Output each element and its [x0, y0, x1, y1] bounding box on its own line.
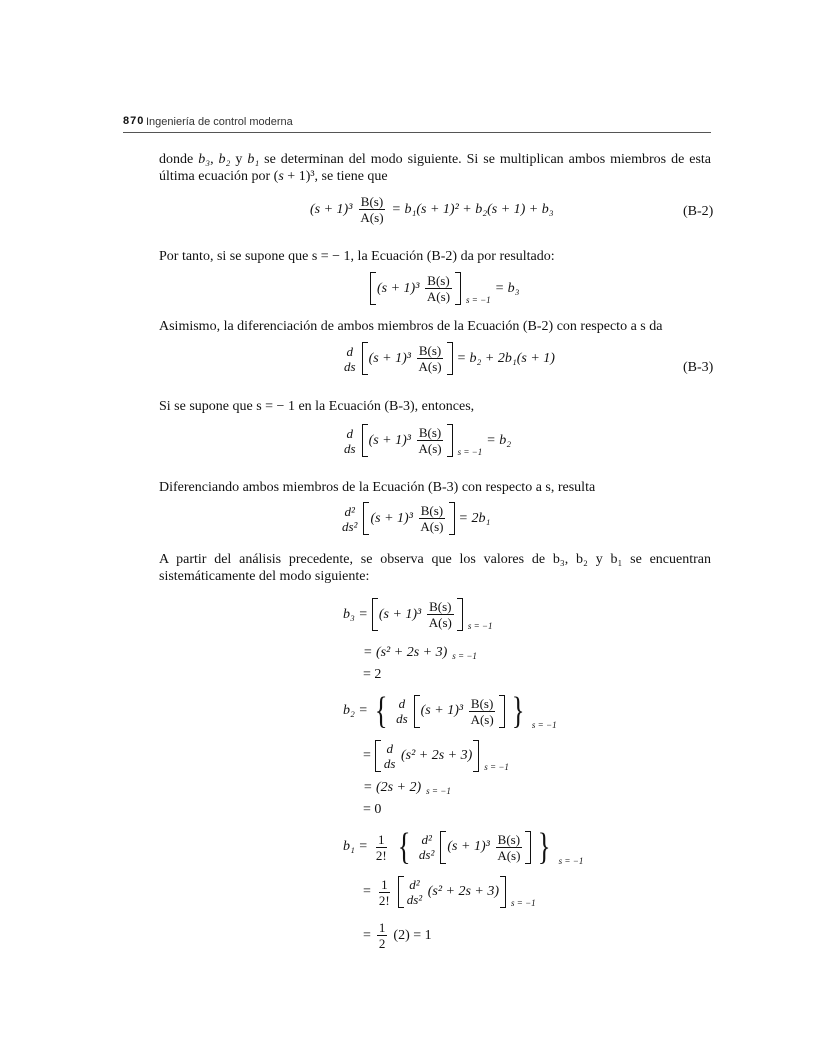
var: b₃	[198, 152, 211, 167]
b1-line-3	[363, 920, 432, 951]
fraction	[374, 832, 389, 863]
den: ds²	[406, 892, 423, 907]
expr: (s + 1)³	[368, 350, 411, 366]
var: b₁	[247, 152, 260, 167]
expr: = (2s + 2)	[363, 780, 422, 795]
den: A(s)	[497, 847, 521, 863]
fraction	[425, 273, 452, 304]
den: A(s)	[420, 519, 444, 534]
num: B(s)	[360, 194, 384, 209]
num: d²	[344, 503, 355, 519]
num: d²	[409, 877, 420, 892]
eval-subscript: s = −1	[426, 786, 451, 796]
expr: (s + 1)³	[377, 280, 420, 296]
text: se determinan del modo siguiente. Si se multiplican ambos miembros de esta última ecuación por (	[159, 152, 712, 184]
equation-label: (B-2)	[683, 204, 714, 219]
derivative	[344, 426, 356, 456]
fraction	[416, 425, 443, 456]
expr: (s + 1)³	[447, 839, 490, 854]
expr: = b₁(s + 1)² + b₂(s + 1) + b₃	[391, 201, 554, 217]
expr: b₃ =	[343, 606, 368, 622]
den: ds²	[342, 518, 358, 534]
equation-2	[370, 272, 520, 305]
eval-subscript: s = −1	[511, 898, 536, 908]
b2-line-2	[363, 740, 509, 772]
expr: = b₂	[486, 432, 512, 448]
expr: (s + 1)³	[368, 432, 411, 448]
expr: b₂ =	[343, 703, 368, 718]
second-derivative	[419, 832, 434, 862]
left-brace: {	[374, 690, 388, 732]
b1-line-1	[343, 828, 583, 866]
bracket	[398, 876, 506, 908]
expr: = 2b₁	[458, 510, 491, 526]
expr: (s² + 2s + 3)	[427, 884, 500, 899]
num: d	[346, 343, 354, 359]
eval-subscript: s = −1	[466, 295, 491, 305]
expr: (s + 1)³	[378, 606, 422, 622]
expr: (s + 1)³	[370, 510, 413, 526]
text: y	[230, 152, 248, 167]
den: ds	[344, 440, 356, 456]
bracket	[375, 740, 479, 772]
fraction	[427, 599, 454, 630]
expr: b₁ =	[343, 839, 368, 854]
b1-line-2	[363, 876, 536, 908]
expr: (s + 1)³	[310, 201, 353, 217]
header-rule	[123, 132, 711, 133]
paragraph-4: Si se supone que s = − 1 en la Ecuación (B-3), entonces,	[159, 399, 475, 414]
eval-subscript: s = −1	[467, 621, 493, 631]
den: 2!	[375, 847, 387, 863]
equation-b3	[342, 342, 555, 375]
second-derivative	[342, 504, 357, 534]
den: ds	[344, 358, 356, 374]
num: B(s)	[427, 273, 450, 288]
num: B(s)	[497, 831, 521, 847]
derivative	[396, 696, 408, 726]
eval-subscript: s = −1	[457, 447, 483, 457]
bracket	[362, 342, 453, 375]
equation-label: (B-3)	[683, 360, 714, 375]
fraction	[358, 194, 385, 225]
den: ds²	[418, 847, 435, 862]
b2-line-3	[363, 780, 451, 796]
expr: (s + 1)³	[420, 703, 464, 718]
num: B(s)	[420, 503, 444, 518]
num: 1	[378, 831, 385, 847]
right-brace: }	[538, 826, 551, 868]
bracket	[363, 502, 454, 535]
fraction	[469, 696, 496, 727]
text: + 1)³, se tiene que	[283, 169, 388, 184]
expr: =	[363, 927, 371, 943]
expr: = 0	[363, 802, 382, 817]
bracket	[414, 695, 505, 728]
num: d	[398, 696, 406, 711]
var: s	[278, 169, 284, 184]
equation-5	[340, 502, 490, 535]
right-brace: }	[511, 690, 525, 732]
expr: (s² + 2s + 3)	[400, 748, 473, 763]
eval-subscript: s = −1	[452, 651, 477, 661]
paragraph-6: A partir del análisis precedente, se observa que los valores de b₃, b₂ y b₁ se encuentran sistemáticamente del modo siguiente:	[159, 552, 711, 584]
bracket	[372, 598, 463, 631]
paragraph-3: Asimismo, la diferenciación de ambos miembros de la Ecuación (B-2) con respecto a s da	[159, 319, 663, 334]
num: d²	[421, 832, 432, 847]
num: B(s)	[418, 425, 442, 440]
den: 2	[378, 936, 386, 951]
fraction	[416, 343, 443, 374]
derivative	[384, 741, 396, 771]
text: donde	[159, 152, 199, 167]
derivative	[344, 344, 356, 374]
equation-4	[342, 424, 511, 457]
den: ds	[383, 756, 396, 771]
fraction	[377, 920, 388, 951]
equation-b2	[310, 194, 554, 225]
eval-subscript: s = −1	[531, 720, 557, 730]
den: A(s)	[426, 289, 451, 304]
bracket	[370, 272, 461, 305]
b3-line-2	[363, 645, 477, 661]
bracket	[362, 424, 453, 457]
paragraph-1	[159, 151, 711, 185]
expr: =	[363, 748, 371, 763]
den: ds	[396, 711, 408, 726]
num: B(s)	[418, 343, 442, 358]
den: A(s)	[418, 359, 442, 374]
fraction	[495, 832, 522, 863]
bracket	[440, 831, 531, 864]
den: 2!	[378, 892, 390, 908]
expr: = 2	[363, 667, 382, 682]
eval-subscript: s = −1	[484, 762, 509, 772]
left-brace: {	[397, 826, 411, 868]
b2-line-4	[363, 802, 381, 818]
fraction	[418, 503, 445, 534]
num: d	[346, 425, 354, 441]
num: B(s)	[470, 695, 494, 711]
den: A(s)	[428, 615, 452, 630]
page-number: 870	[123, 115, 145, 127]
expr: =	[363, 884, 371, 899]
var: b₂	[218, 152, 231, 167]
expr: (2) = 1	[393, 927, 432, 943]
num: d	[386, 741, 393, 756]
b3-line-1	[343, 598, 493, 631]
b3-line-3	[363, 667, 381, 683]
paragraph-2: Por tanto, si se supone que s = − 1, la Ecuación (B-2) da por resultado:	[159, 249, 555, 264]
running-title: Ingeniería de control moderna	[146, 116, 293, 128]
expr: = b₂ + 2b₁(s + 1)	[456, 350, 555, 366]
num: B(s)	[429, 599, 452, 614]
den: A(s)	[360, 210, 384, 225]
paragraph-5: Diferenciando ambos miembros de la Ecuación (B-3) con respecto a s, resulta	[159, 480, 596, 495]
second-derivative	[407, 877, 422, 907]
expr: = b₃	[494, 280, 520, 296]
fraction	[377, 877, 392, 908]
text: ,	[210, 152, 219, 167]
den: A(s)	[418, 441, 442, 456]
eval-subscript: s = −1	[558, 856, 584, 866]
expr: = (s² + 2s + 3)	[363, 645, 448, 660]
b2-line-1	[343, 692, 557, 730]
num: 1	[378, 920, 386, 935]
num: 1	[381, 876, 388, 892]
den: A(s)	[470, 711, 494, 727]
